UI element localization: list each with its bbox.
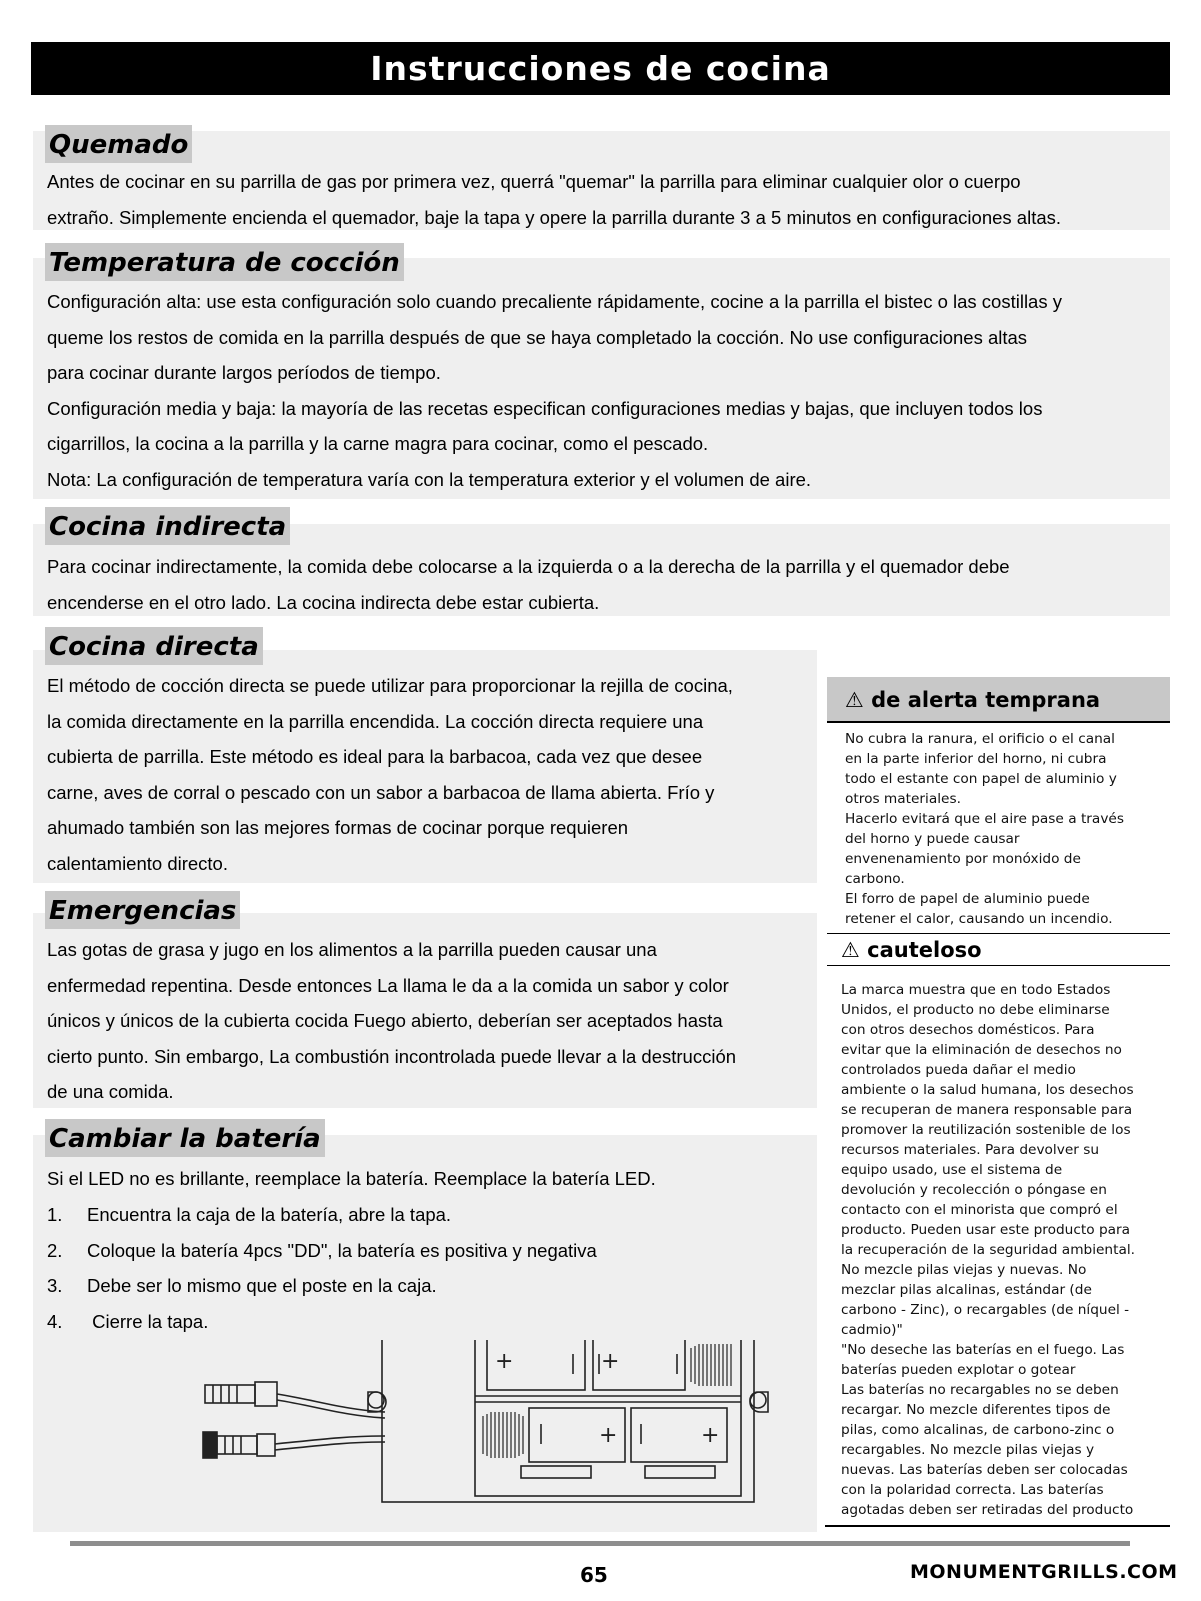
step-number: 1. — [47, 1204, 63, 1225]
text-line: producto. Pueden usar este producto para — [841, 1222, 1131, 1238]
heading-bateria: Cambiar la batería — [45, 1119, 325, 1157]
page-number: 65 — [580, 1563, 608, 1587]
text-line: cubierta de parrilla. Este método es ideal para la barbacoa, cada vez que desee — [47, 746, 703, 768]
text-line: pilas, como alcalinas, de carbono-zinc o — [841, 1422, 1115, 1438]
text-line: ahumado también son las mejores formas de cocinar porque requieren — [47, 817, 629, 839]
text-line: encenderse en el otro lado. La cocina indirecta debe estar cubierta. — [47, 591, 600, 613]
text-line: en la parte inferior del horno, ni cubra — [845, 751, 1107, 767]
text-line: contacto con el minorista que compró el — [841, 1202, 1118, 1218]
text-line: Configuración media y baja: la mayoría de las recetas especifican configuraciones medias y bajas, que incluyen todos los — [47, 397, 1043, 419]
text-line: extraño. Simplemente encienda el quemador, baje la tapa y opere la parrilla durante 3 a 5 minutos en configuraciones altas. — [47, 206, 1062, 228]
text-line: agotadas deben ser retiradas del producto — [841, 1502, 1134, 1518]
text-line: evitar que la eliminación de desechos no — [841, 1042, 1122, 1058]
text-line: cadmio)" — [841, 1322, 903, 1338]
text-line: recargar. No mezcle diferentes tipos de — [841, 1402, 1111, 1418]
text-line: únicos y únicos de la cubierta cocida Fuego abierto, deberían ser aceptados hasta — [47, 1010, 723, 1032]
heading-directa: Cocina directa — [45, 627, 263, 665]
text-line: No cubra la ranura, el orificio o el canal — [845, 731, 1115, 747]
text-line: nuevas. Las baterías deben ser colocadas — [841, 1462, 1128, 1478]
text-line: cierto punto. Sin embargo, La combustión incontrolada puede llevar a la destrucción — [47, 1045, 737, 1067]
text-line: queme los restos de comida en la parrilla después de que se haya completado la cocción. No use configuraciones altas — [47, 326, 1028, 348]
warning-heading-alerta — [827, 677, 1170, 721]
battery-steps-list — [47, 1197, 597, 1339]
text-line: del horno y puede causar — [845, 831, 1020, 847]
page-title: Instrucciones de cocina — [31, 42, 1170, 95]
heading-temperatura: Temperatura de cocción — [45, 243, 404, 281]
svg-text:+: + — [495, 1349, 514, 1374]
text-line: Hacerlo evitará que el aire pase a través — [845, 811, 1124, 827]
paragraph-quemado — [47, 164, 1061, 235]
text-line: con otros desechos domésticos. Para — [841, 1022, 1095, 1038]
text-line: carbono - Zinc), o recargables (de níquel - — [841, 1302, 1130, 1318]
text-line: otros materiales. — [845, 791, 961, 807]
step-text: Coloque la batería 4pcs "DD", la batería es positiva y negativa — [87, 1239, 597, 1261]
text-line: la comida directamente en la parrilla encendida. La cocción directa requiere una — [47, 710, 704, 732]
step-text: Encuentra la caja de la batería, abre la tapa. — [87, 1204, 452, 1225]
text-line: El forro de papel de aluminio puede — [845, 891, 1090, 907]
text-line: recargables. No mezcle pilas viejas y — [841, 1442, 1095, 1458]
text-line: para cocinar durante largos períodos de tiempo. — [47, 362, 441, 384]
list-item — [47, 1304, 597, 1340]
text-line: ambiente o la salud humana, los desechos — [841, 1082, 1134, 1098]
text-line: La marca muestra que en todo Estados — [841, 982, 1111, 998]
text-line: retener el calor, causando un incendio. — [845, 911, 1113, 927]
text-line: No mezcle pilas viejas y nuevas. No — [841, 1262, 1087, 1278]
text-line: El método de cocción directa se puede utilizar para proporcionar la rejilla de cocina, — [47, 675, 733, 696]
text-line: Las baterías no recargables no se deben — [841, 1382, 1119, 1398]
text-line: Configuración alta: use esta configuración solo cuando precaliente rápidamente, cocine a la parrilla el bistec o las costillas y — [47, 291, 1062, 312]
text-line: cigarrillos, la cocina a la parrilla y la carne magra para cocinar, como el pescado. — [47, 433, 709, 455]
svg-text:+: + — [601, 1349, 620, 1374]
paragraph-emergencias — [47, 932, 736, 1110]
step-number: 4. — [47, 1310, 63, 1332]
warning-text-alerta — [845, 729, 1124, 929]
warning-heading-cauteloso — [827, 933, 1170, 966]
heading-quemado: Quemado — [45, 125, 192, 163]
text-line: la recuperación de la seguridad ambiental. — [841, 1242, 1136, 1258]
warning-text-cauteloso — [841, 980, 1135, 1520]
text-line: devolución y recolección o póngase en — [841, 1182, 1107, 1198]
text-line: recursos materiales. Para devolver su — [841, 1142, 1100, 1158]
text-line: mezclar pilas alcalinas, estándar (de — [841, 1282, 1092, 1298]
text-line: carne, aves de corral o pescado con un sabor a barbacoa de llama abierta. Frío y — [47, 781, 715, 803]
paragraph-bateria-intro — [47, 1161, 656, 1197]
text-line: baterías pueden explotar o gotear — [841, 1362, 1076, 1378]
text-line: promover la reutilización sostenible de los — [841, 1122, 1131, 1138]
text-line: se recuperan de manera responsable para — [841, 1102, 1133, 1118]
list-item — [47, 1233, 597, 1269]
divider — [827, 721, 1170, 723]
paragraph-indirecta — [47, 549, 1010, 620]
text-line: de una comida. — [47, 1081, 174, 1103]
text-line: con la polaridad correcta. Las baterías — [841, 1482, 1104, 1498]
list-item — [47, 1268, 597, 1304]
warning-icon: ⚠ — [841, 938, 860, 962]
text-line: Si el LED no es brillante, reemplace la batería. Reemplace la batería LED. — [47, 1168, 656, 1189]
list-item — [47, 1197, 597, 1233]
paragraph-temperatura — [47, 284, 1062, 498]
text-line: controlados pueda dañar el medio — [841, 1062, 1076, 1078]
warning-title: cauteloso — [867, 938, 982, 962]
text-line: "No deseche las baterías en el fuego. Las — [841, 1342, 1125, 1358]
warning-title: de alerta temprana — [871, 688, 1101, 712]
website-url: MONUMENTGRILLS.COM — [910, 1561, 1178, 1583]
text-line: Antes de cocinar en su parrilla de gas por primera vez, querrá "quemar" la parrilla para eliminar cualquier olor o cuerpo — [47, 171, 1021, 192]
cable-connector-lower — [203, 1432, 385, 1458]
footer-divider — [70, 1541, 1130, 1546]
warning-icon: ⚠ — [845, 688, 864, 712]
text-line: carbono. — [845, 871, 905, 887]
battery-box-illustration — [195, 1340, 785, 1505]
text-line: equipo usado, use el sistema de — [841, 1162, 1063, 1178]
text-line: calentamiento directo. — [47, 852, 228, 874]
step-text: Cierre la tapa. — [87, 1310, 209, 1332]
paragraph-directa — [47, 668, 733, 882]
divider — [825, 1525, 1170, 1527]
step-number: 3. — [47, 1275, 63, 1297]
text-line: todo el estante con papel de aluminio y — [845, 771, 1117, 787]
text-line: Para cocinar indirectamente, la comida debe colocarse a la izquierda o a la derecha de la parrilla y el quemador debe — [47, 556, 1010, 577]
text-line: Las gotas de grasa y jugo en los alimentos a la parrilla pueden causar una — [47, 939, 657, 960]
svg-text:+: + — [701, 1423, 720, 1448]
text-line: envenenamiento por monóxido de — [845, 851, 1081, 867]
step-text: Debe ser lo mismo que el poste en la caja. — [87, 1275, 437, 1297]
heading-emergencias: Emergencias — [45, 891, 240, 929]
text-line: Nota: La configuración de temperatura varía con la temperatura exterior y el volumen de aire. — [47, 468, 812, 490]
cable-connector-upper — [205, 1382, 385, 1418]
step-number: 2. — [47, 1239, 63, 1261]
text-line: enfermedad repentina. Desde entonces La llama le da a la comida un sabor y color — [47, 974, 729, 996]
text-line: Unidos, el producto no debe eliminarse — [841, 1002, 1110, 1018]
svg-text:+: + — [599, 1423, 618, 1448]
heading-indirecta: Cocina indirecta — [45, 507, 290, 545]
